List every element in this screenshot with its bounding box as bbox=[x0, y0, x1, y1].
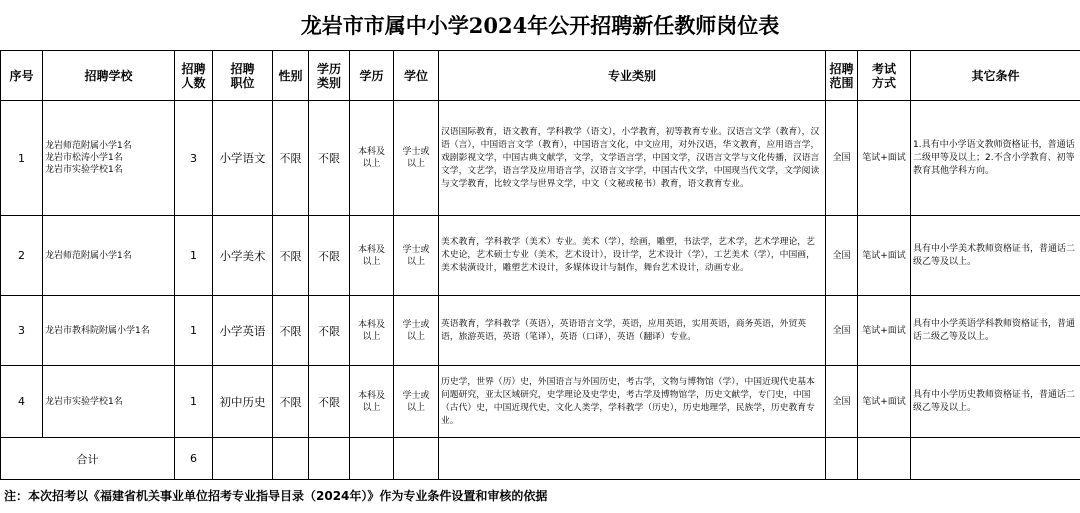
col-header-no: 序号 bbox=[1, 51, 43, 101]
row-edu-type: 不限 bbox=[309, 366, 350, 438]
table-row bbox=[1, 216, 1080, 296]
col-header-post: 招聘 职位 bbox=[213, 51, 273, 101]
row-major: 历史学，世界（历）史，外国语言与外国历史，考古学，文物与博物馆（学），中国近现代史基本问题研究，亚太区域研究，史学理论及史学史，考古学及博物馆学，历史文献学，专门史，中国（古代）史，中国近现代史，文化人类学，学科教学（历史），历史地理学，民族学，历史教育专业。 bbox=[439, 366, 826, 438]
header-row bbox=[1, 51, 1080, 101]
row-other: 具有中小学历史教师资格证书，普通话二级乙等及以上。 bbox=[911, 366, 1080, 438]
row-range: 全国 bbox=[826, 296, 858, 366]
table-row bbox=[1, 366, 1080, 438]
row-schools: 龙岩市教科院附属小学1名 bbox=[43, 296, 175, 366]
row-major: 汉语国际教育，语文教育，学科教学（语文），小学教育，初等教育专业。汉语言文学（教育），汉语（言），中国语言文学（教育），中国语言文化，中文应用，对外汉语，华文教育，应用语言学，戏剧影视文学，中国古典文献学，文学，文学语言学，中国文学，汉语言文学与文化传播，汉语言文学，文艺学，语言学及应用语言学，汉语言文字学，中国古代文学，中国现当代文学，文学阅读与文学教育，比较文学与世界文学，中文（文秘或秘书）教育，语文教育专业。 bbox=[439, 101, 826, 216]
row-other: 1.具有中小学语文教师资格证书，普通话二级甲等及以上；2.不含小学教育、初等教育其他学科方向。 bbox=[911, 101, 1080, 216]
row-post: 小学语文 bbox=[213, 101, 273, 216]
row-no: 1 bbox=[1, 101, 43, 216]
table-row bbox=[1, 101, 1080, 216]
row-count: 1 bbox=[175, 296, 213, 366]
row-edu: 本科及 以上 bbox=[350, 366, 394, 438]
row-exam: 笔试+面试 bbox=[858, 296, 911, 366]
row-exam: 笔试+面试 bbox=[858, 101, 911, 216]
row-degree: 学士或 以上 bbox=[394, 216, 439, 296]
row-count: 3 bbox=[175, 101, 213, 216]
row-count: 1 bbox=[175, 216, 213, 296]
row-schools: 龙岩师范附属小学1名 bbox=[43, 216, 175, 296]
col-header-major: 专业类别 bbox=[439, 51, 826, 101]
row-range: 全国 bbox=[826, 366, 858, 438]
row-major: 美术教育，学科教学（美术）专业。美术（学），绘画，雕塑，书法学，艺术学，艺术学理论，艺术史论，艺术硕士专业（美术，艺术设计），设计学，艺术设计（学），工艺美术（学），中国画，美术装潢设计，雕塑艺术设计，多媒体设计与制作，舞台艺术设计，动画专业。 bbox=[439, 216, 826, 296]
total-row bbox=[1, 438, 1080, 480]
total-count: 6 bbox=[175, 438, 213, 480]
row-other: 具有中小学英语学科教师资格证书，普通话二级乙等及以上。 bbox=[911, 296, 1080, 366]
row-edu-type: 不限 bbox=[309, 216, 350, 296]
row-no: 3 bbox=[1, 296, 43, 366]
row-post: 小学美术 bbox=[213, 216, 273, 296]
col-header-edu-type: 学历 类别 bbox=[309, 51, 350, 101]
row-degree: 学士或 以上 bbox=[394, 101, 439, 216]
row-post: 初中历史 bbox=[213, 366, 273, 438]
row-count: 1 bbox=[175, 366, 213, 438]
row-major: 英语教育，学科教学（英语），英语语言文学，英语，应用英语，实用英语，商务英语，外贸英语，旅游英语，英语（笔译），英语（口译），英语（翻译）专业。 bbox=[439, 296, 826, 366]
row-edu: 本科及 以上 bbox=[350, 296, 394, 366]
row-range: 全国 bbox=[826, 216, 858, 296]
row-schools: 龙岩市实验学校1名 bbox=[43, 366, 175, 438]
row-degree: 学士或 以上 bbox=[394, 366, 439, 438]
page-title: 龙岩市市属中小学2024年公开招聘新任教师岗位表 bbox=[300, 13, 780, 38]
col-header-range: 招聘 范围 bbox=[826, 51, 858, 101]
row-edu: 本科及 以上 bbox=[350, 216, 394, 296]
row-other: 具有中小学美术教师资格证书，普通话二级乙等及以上。 bbox=[911, 216, 1080, 296]
row-schools: 龙岩师范附属小学1名 龙岩市松涛小学1名 龙岩市实验学校1名 bbox=[43, 101, 175, 216]
row-gender: 不限 bbox=[273, 366, 309, 438]
row-exam: 笔试+面试 bbox=[858, 216, 911, 296]
col-header-other: 其它条件 bbox=[911, 51, 1080, 101]
col-header-gender: 性别 bbox=[273, 51, 309, 101]
row-edu: 本科及 以上 bbox=[350, 101, 394, 216]
row-no: 4 bbox=[1, 366, 43, 438]
row-gender: 不限 bbox=[273, 101, 309, 216]
col-header-degree: 学位 bbox=[394, 51, 439, 101]
col-header-school: 招聘学校 bbox=[43, 51, 175, 101]
total-label: 合计 bbox=[1, 438, 175, 480]
recruitment-table bbox=[0, 50, 1080, 480]
row-edu-type: 不限 bbox=[309, 101, 350, 216]
row-gender: 不限 bbox=[273, 296, 309, 366]
row-edu-type: 不限 bbox=[309, 296, 350, 366]
col-header-edu: 学历 bbox=[350, 51, 394, 101]
table-row bbox=[1, 296, 1080, 366]
row-degree: 学士或 以上 bbox=[394, 296, 439, 366]
row-post: 小学英语 bbox=[213, 296, 273, 366]
col-header-exam: 考试 方式 bbox=[858, 51, 911, 101]
row-exam: 笔试+面试 bbox=[858, 366, 911, 438]
col-header-count: 招聘 人数 bbox=[175, 51, 213, 101]
row-no: 2 bbox=[1, 216, 43, 296]
footnote: 注：本次招考以《福建省机关事业单位招考专业指导目录（2024年）》作为专业条件设置和审核的依据 bbox=[4, 489, 548, 503]
row-range: 全国 bbox=[826, 101, 858, 216]
row-gender: 不限 bbox=[273, 216, 309, 296]
